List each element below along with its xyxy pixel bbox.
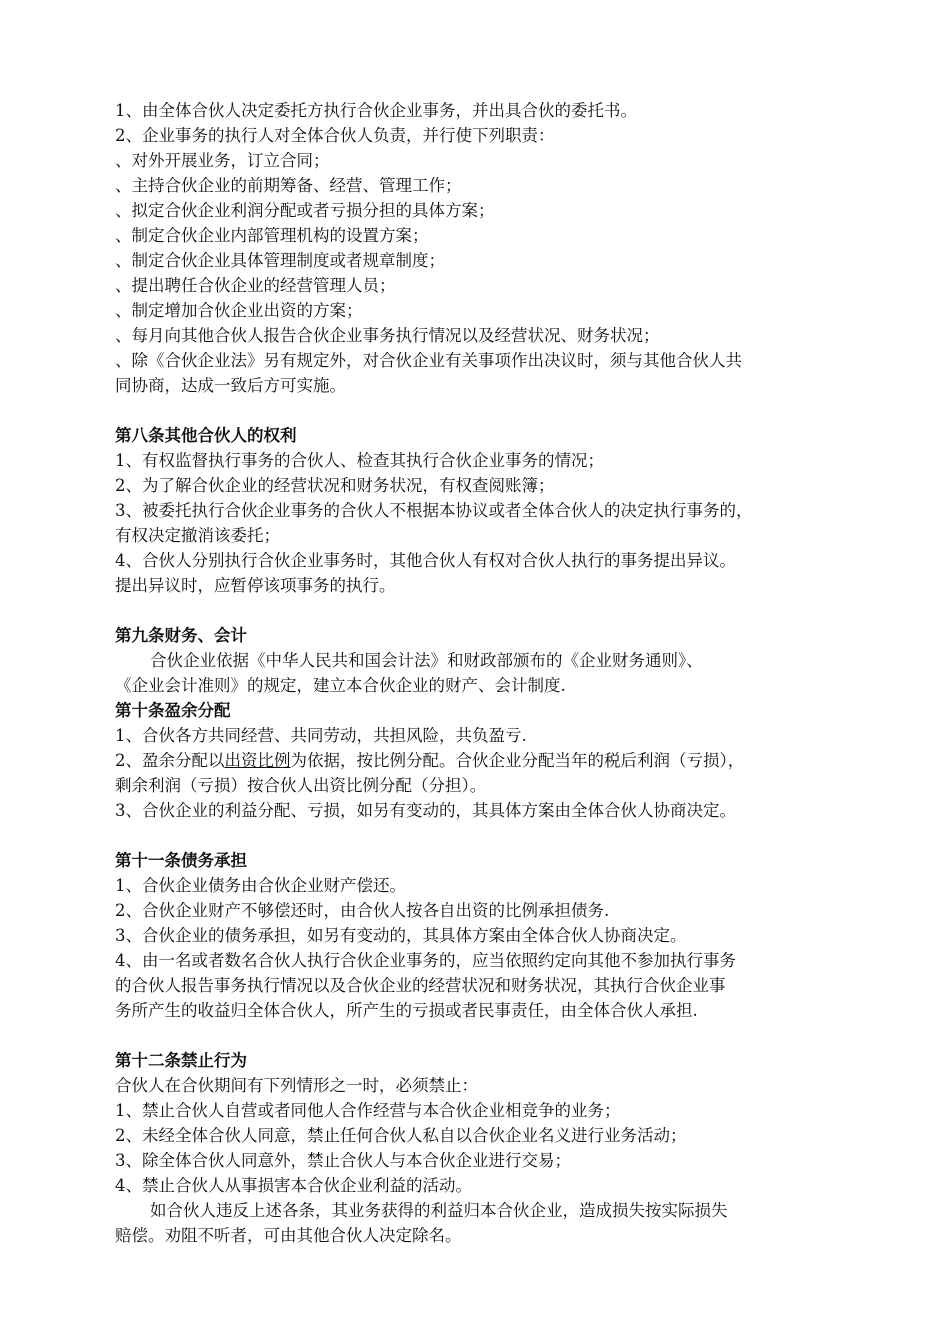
sec7-duty-8: 、每月向其他合伙人报告合伙企业事务执行情况以及经营状况、财务状况； bbox=[115, 326, 660, 345]
sec7-duty-7: 、制定增加合伙企业出资的方案； bbox=[115, 301, 363, 320]
sec8-heading: 第八条其他合伙人的权利 bbox=[115, 426, 297, 445]
sec9-heading: 第九条财务、会计 bbox=[115, 626, 247, 645]
sec7-duty-3: 、拟定合伙企业利润分配或者亏损分担的具体方案； bbox=[115, 201, 495, 220]
sec10-heading: 第十条盈余分配 bbox=[115, 701, 231, 720]
sec8-line-1: 1、有权监督执行事务的合伙人、检查其执行合伙企业事务的情况； bbox=[115, 451, 604, 470]
sec11-line-4: 4、由一名或者数名合伙人执行合伙企业事务的，应当依照约定向其他不参加执行事务 bbox=[115, 951, 736, 970]
sec10-line-2-pre: 2、盈余分配以 bbox=[115, 751, 225, 770]
sec7-duty-9: 、除《合伙企业法》另有规定外，对合伙企业有关事项作出决议时，须与其他合伙人共 bbox=[115, 351, 742, 370]
sec8-line-2: 2、为了解合伙企业的经营状况和财务状况，有权查阅账簿； bbox=[115, 476, 555, 495]
sec12-line-2: 2、未经全体合伙人同意，禁止任何合伙人私自以合伙企业名义进行业务活动； bbox=[115, 1126, 687, 1145]
sec9-paragraph: 合伙企业依据《中华人民共和国会计法》和财政部颁布的《企业财务通则》、 bbox=[150, 651, 703, 670]
sec12-line-4: 4、禁止合伙人从事损害本合伙企业利益的活动。 bbox=[115, 1176, 472, 1195]
sec11-line-1: 1、合伙企业债务由合伙企业财产偿还。 bbox=[115, 876, 406, 895]
sec10-line-2-cont: 剩余利润（亏损）按合伙人出资比例分配（分担）。 bbox=[115, 776, 487, 795]
sec8-line-3: 3、被委托执行合伙企业事务的合伙人不根据本协议或者全体合伙人的决定执行事务的， bbox=[115, 501, 753, 520]
sec12-intro: 合伙人在合伙期间有下列情形之一时，必须禁止： bbox=[115, 1076, 478, 1095]
capital-ratio-underlined: 出资比例 bbox=[224, 751, 291, 770]
sec12-paragraph-cont: 赔偿。劝阻不听者，可由其他合伙人决定除名。 bbox=[115, 1226, 462, 1245]
sec12-paragraph: 如合伙人违反上述各条，其业务获得的利益归本合伙企业，造成损失按实际损失 bbox=[150, 1201, 728, 1220]
sec7-duty-5: 、制定合伙企业具体管理制度或者规章制度； bbox=[115, 251, 445, 270]
sec9-paragraph-cont: 《企业会计准则》的规定，建立本合伙企业的财产、会计制度. bbox=[115, 676, 566, 695]
sec11-heading: 第十一条债务承担 bbox=[115, 851, 247, 870]
sec11-line-4-cont-2: 务所产生的收益归全体合伙人，所产生的亏损或者民事责任，由全体合伙人承担. bbox=[115, 1001, 698, 1020]
sec7-line-2: 2、企业事务的执行人对全体合伙人负责，并行使下列职责： bbox=[115, 126, 555, 145]
sec7-line-1: 1、由全体合伙人决定委托方执行合伙企业事务，并出具合伙的委托书。 bbox=[115, 101, 637, 120]
sec7-duty-9-cont: 同协商，达成一致后方可实施。 bbox=[115, 376, 346, 395]
sec7-duty-6: 、提出聘任合伙企业的经营管理人员； bbox=[115, 276, 396, 295]
sec12-line-3: 3、除全体合伙人同意外，禁止合伙人与本合伙企业进行交易； bbox=[115, 1151, 571, 1170]
sec11-line-3: 3、合伙企业的债务承担，如另有变动的，其具体方案由全体合伙人协商决定。 bbox=[115, 926, 687, 945]
sec11-line-2: 2、合伙企业财产不够偿还时，由合伙人按各自出资的比例承担债务. bbox=[115, 901, 610, 920]
sec8-line-4-cont: 提出异议时，应暂停该项事务的执行。 bbox=[115, 576, 396, 595]
sec7-duty-4: 、制定合伙企业内部管理机构的设置方案； bbox=[115, 226, 429, 245]
sec8-line-3-cont: 有权决定撤消该委托； bbox=[115, 526, 280, 545]
sec10-line-2-post: 为依据，按比例分配。合伙企业分配当年的税后利润（亏损）， bbox=[290, 751, 745, 770]
sec10-line-1: 1、合伙各方共同经营、共同劳动，共担风险，共负盈亏. bbox=[115, 726, 527, 745]
sec7-duty-2: 、主持合伙企业的前期筹备、经营、管理工作； bbox=[115, 176, 462, 195]
sec12-line-1: 1、禁止合伙人自营或者同他人合作经营与本合伙企业相竞争的业务； bbox=[115, 1101, 621, 1120]
sec10-line-3: 3、合伙企业的利益分配、亏损，如另有变动的，其具体方案由全体合伙人协商决定。 bbox=[115, 801, 736, 820]
sec7-duty-1: 、对外开展业务，订立合同； bbox=[115, 151, 330, 170]
sec10-line-2 bbox=[115, 749, 744, 773]
sec8-line-4: 4、合伙人分别执行合伙企业事务时，其他合伙人有权对合伙人执行的事务提出异议。 bbox=[115, 551, 736, 570]
sec12-heading: 第十二条禁止行为 bbox=[115, 1051, 247, 1070]
sec11-line-4-cont-1: 的合伙人报告事务执行情况以及合伙企业的经营状况和财务状况，其执行合伙企业事 bbox=[115, 976, 726, 995]
